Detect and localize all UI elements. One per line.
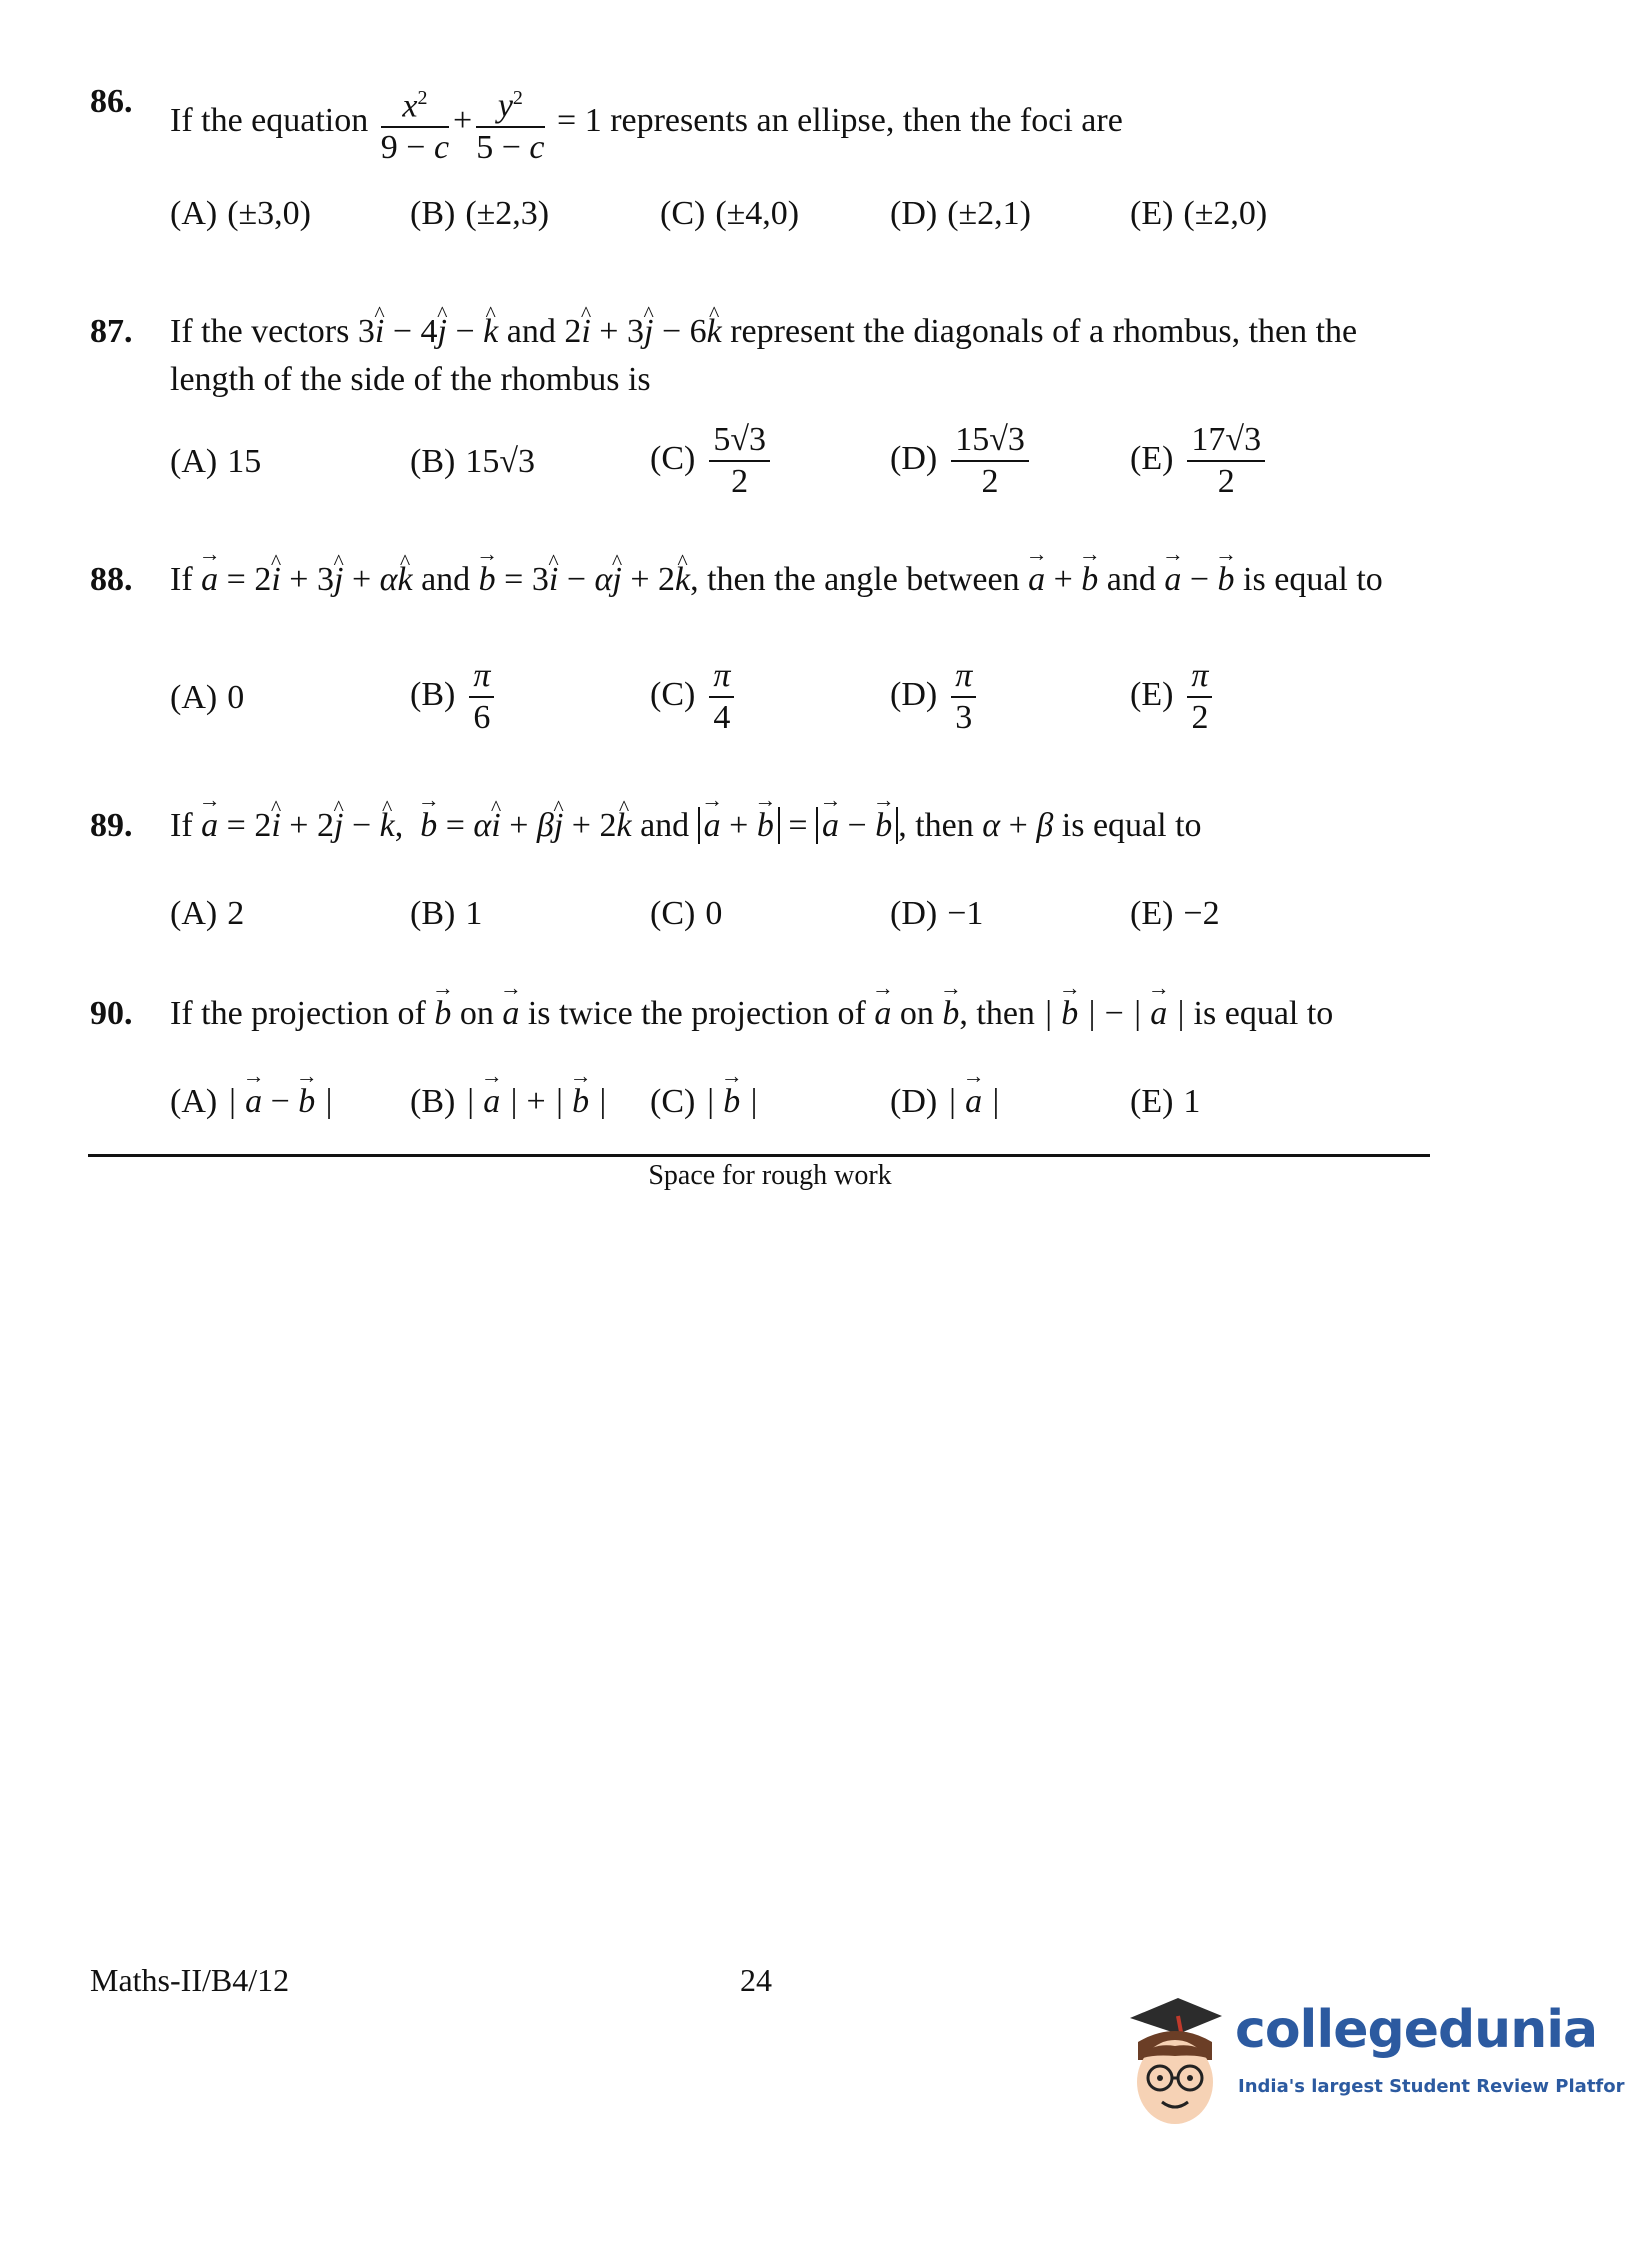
option-b[interactable]: (B) $\frac{\pi}{6}$ [410,656,498,738]
option-b[interactable]: (B) | a → | + | b → | [410,1072,607,1132]
page-number: 24 [740,1962,772,1998]
question-number: 86. [90,83,133,120]
question-number: 89. [90,807,133,844]
fraction: $\frac{y^2}{5 - c}$ [476,78,544,168]
question-number: 90. [90,995,133,1032]
option-d[interactable]: (D) (±2,1) [890,195,1032,232]
options [170,420,1450,500]
paper-code: Maths-II/B4/12 [90,1962,290,1998]
option-d[interactable]: (D) $\frac{\pi}{3}$ [890,656,980,738]
question-text: If the vectors 3i ^ − 4j ^ − k ^ and 2i ^ + 3j ^ − 6k ^ represent the diagonals of a rhombus, then the length of the side of the rhombus is [170,308,1450,404]
option-b[interactable]: (B) (±2,3) [410,195,550,232]
option-b[interactable]: (B) 15√3 [410,443,535,480]
option-c[interactable]: (C) (±4,0) [660,195,800,232]
option-a[interactable]: (A) 0 [170,679,245,716]
option-e[interactable]: (E) $\frac{17√3}{2}$ [1130,420,1269,502]
question-text: If the projection of b → on a → is twice the projection of a → on b →, then | b → | − | a → | is equal to [170,990,1450,1038]
option-d[interactable]: (D) −1 [890,895,984,932]
fraction: $\frac{x^2}{9 - c}$ [381,78,449,168]
divider [88,1154,1430,1157]
option-e[interactable]: (E) (±2,0) [1130,195,1268,232]
options [170,184,1450,254]
option-c[interactable]: (C) | b → | [650,1072,758,1132]
option-d[interactable]: (D) | a → | [890,1072,1000,1132]
option-a[interactable]: (A) | a → − b → | [170,1072,333,1132]
logo-text: collegedunia [1235,2000,1598,2060]
option-e[interactable]: (E) 1 [1130,1083,1201,1120]
option-c[interactable]: (C) $\frac{\pi}{4}$ [650,656,738,738]
options [170,884,1450,954]
question-text: If a → = 2i ^ + 3j ^ + αk ^ and b → = 3i ^ − αj ^ + 2k ^, then the angle between a → + b → and a → − b → is equal to [170,556,1450,604]
question-text: If a → = 2i ^ + 2j ^ − k ^, b → = αi ^ + βj ^ + 2k ^ and a → + b → = a → − b → , then α + β is equal to [170,802,1450,850]
option-e[interactable]: (E) $\frac{\pi}{2}$ [1130,656,1216,738]
option-a[interactable]: (A) (±3,0) [170,195,312,232]
option-a[interactable]: (A) 15 [170,443,262,480]
option-e[interactable]: (E) −2 [1130,895,1220,932]
options [170,656,1450,736]
option-d[interactable]: (D) $\frac{15√3}{2}$ [890,420,1033,502]
question-number: 87. [90,313,133,350]
logo-tagline: India's largest Student Review Platfor [1238,2076,1625,2097]
rough-work-label: Space for rough work [648,1160,892,1191]
option-c[interactable]: (C) $\frac{5√3}{2}$ [650,420,774,502]
mascot-icon [1120,1990,1230,2140]
option-b[interactable]: (B) 1 [410,895,483,932]
question-number: 88. [90,561,133,598]
question-text: If the equation $\frac{x^2}{9 - c}$ + $\frac{y^2}{5 - c}$ = 1 represents an ellipse, then the foci are [170,78,1450,168]
option-c[interactable]: (C) 0 [650,895,723,932]
collegedunia-logo[interactable] [1120,1990,1625,2140]
options [170,1072,1450,1142]
option-a[interactable]: (A) 2 [170,895,245,932]
